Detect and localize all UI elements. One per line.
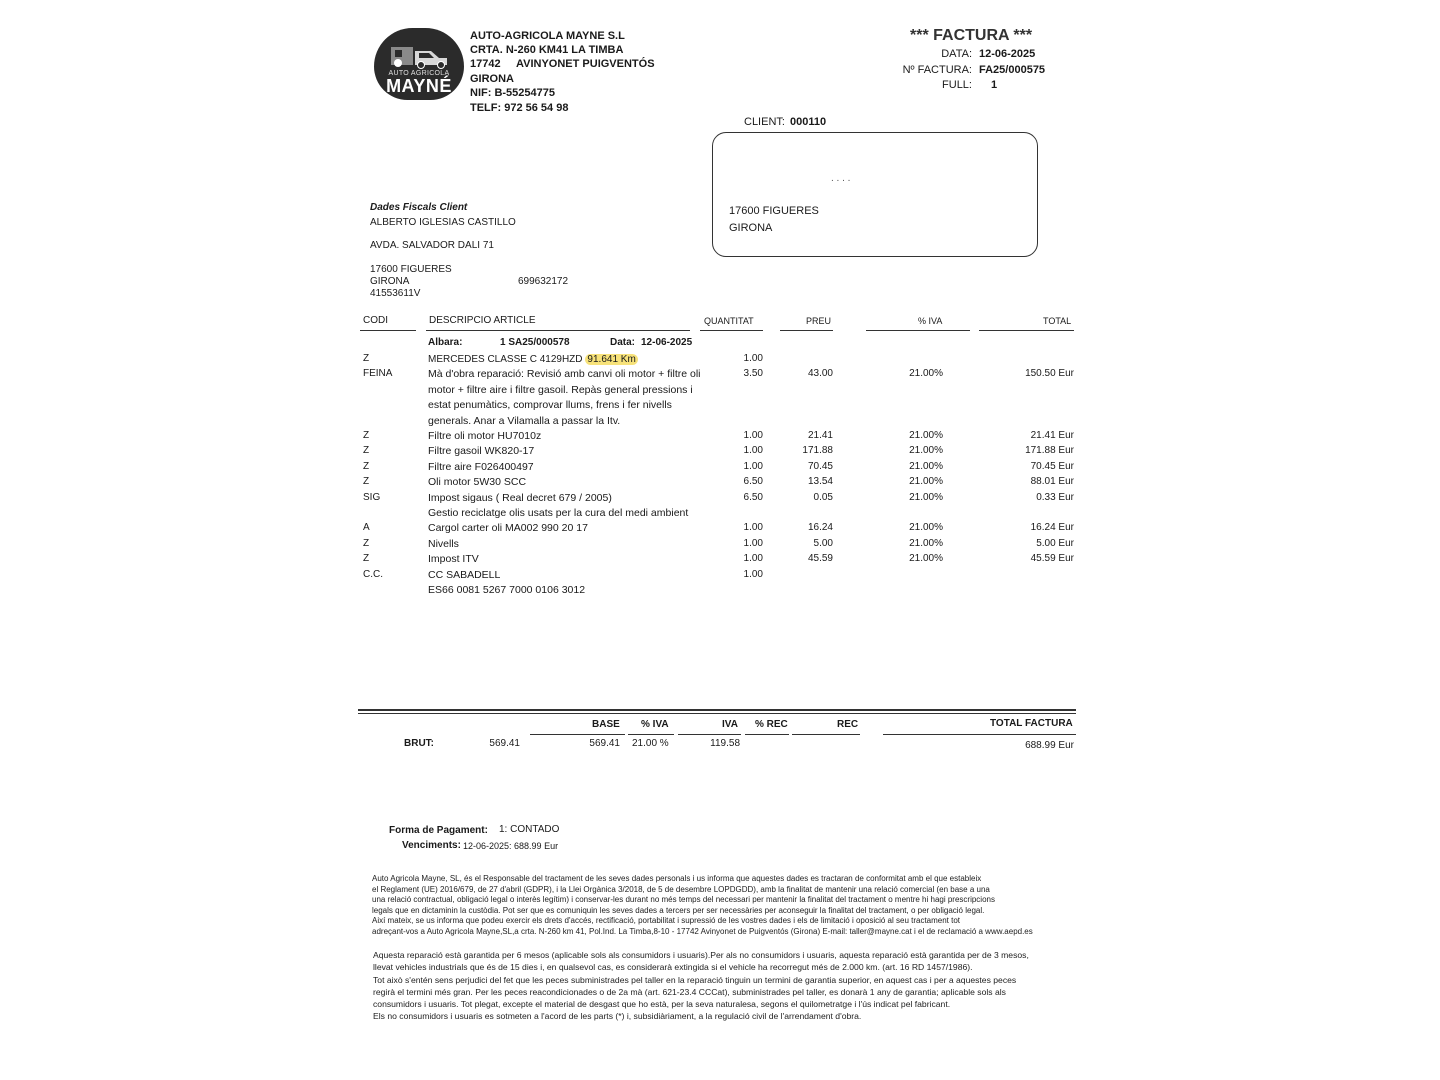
privacy-line: legals que en dictaminin la custòdia. Pot ser que es comuniquin les seves dades a tercers per ser necessàries per aconseguir la finalitat del tractament, o per obligació legal. bbox=[372, 905, 985, 915]
fiscal-city: 17600 FIGUERES bbox=[370, 264, 452, 275]
brut-label: BRUT: bbox=[404, 738, 434, 749]
cell-iva: 21.00% bbox=[909, 522, 943, 534]
cell-quantity: 1.00 bbox=[743, 430, 763, 441]
table-row-labour bbox=[0, 368, 1440, 383]
privacy-line: una relació contractual, obligació legal o interès legítim) i conservar-les durant no més temps del necessari per mantenir la finalitat del tractament o mentre hi hagi prescripcions bbox=[372, 895, 995, 905]
cell-iva: 21.00% bbox=[909, 553, 943, 565]
totals-line-iva-pct bbox=[628, 734, 674, 735]
totals-header-base: BASE bbox=[592, 719, 620, 730]
header-underline-total bbox=[979, 330, 1074, 331]
header-underline-desc bbox=[426, 330, 690, 331]
invoice-date-label: DATA: bbox=[941, 48, 972, 60]
header-underline-qty bbox=[700, 330, 763, 331]
cell-total: 16.24 Eur bbox=[1030, 522, 1074, 534]
totals-separator-top bbox=[358, 709, 1076, 711]
cell-code: Z bbox=[363, 430, 370, 441]
cell-description: Impost ITV bbox=[428, 553, 479, 566]
fiscal-street: AVDA. SALVADOR DALI 71 bbox=[370, 240, 494, 251]
warranty-line: consumidors i usuaris. Tot plegat, excepte el material de desgast que ho està, per la seva naturalesa, segons el quilometratge i l'ús indicat pel fabricant. bbox=[373, 999, 951, 1010]
privacy-notice bbox=[372, 874, 1062, 938]
albara-date-label: Data: bbox=[610, 337, 636, 348]
cell-quantity: 1.00 bbox=[743, 460, 763, 472]
cell-description bbox=[428, 353, 638, 365]
cell-description: Filtre gasoil WK820-17 bbox=[428, 445, 535, 458]
cell-price: 13.54 bbox=[807, 476, 833, 488]
cell-quantity: 1.00 bbox=[743, 522, 763, 534]
totals-line-base bbox=[530, 734, 625, 735]
iva-pct-value: 21.00 % bbox=[632, 738, 669, 749]
privacy-line: Així mateix, se us informa que podeu exercir els drets d'accés, rectificació, portabilitat i supressió de les vostres dades i els de limitació i oposició al seu tractament tot bbox=[372, 916, 961, 926]
due-value: 12-06-2025: 688.99 Eur bbox=[463, 841, 559, 851]
cell-quantity: 1.00 bbox=[743, 445, 763, 457]
table-row bbox=[0, 507, 1440, 522]
table-row bbox=[0, 445, 1440, 460]
header-price: PREU bbox=[806, 316, 832, 326]
cell-iva: 21.00% bbox=[909, 445, 943, 457]
warranty-line: Aquesta reparació està garantida per 6 mesos (aplicable sols als consumidors i usuaris).Per als no consumidors i usuaris, aquesta reparació està garantida per de 3 mesos, bbox=[373, 950, 1029, 960]
totals-line-total bbox=[883, 734, 1076, 735]
table-row bbox=[0, 538, 1440, 553]
warranty-notice bbox=[373, 949, 1063, 1023]
client-code: 000110 bbox=[790, 116, 827, 128]
fiscal-name: ALBERTO IGLESIAS CASTILLO bbox=[370, 217, 516, 228]
cell-code: C.C. bbox=[363, 568, 383, 580]
cell-description: estat penumàtics, comprovar llums, frens i fer nivells bbox=[428, 399, 672, 411]
cell-total: 0.33 Eur bbox=[1036, 491, 1074, 503]
cell-total: 21.41 Eur bbox=[1030, 430, 1074, 441]
table-row-labour-cont bbox=[0, 384, 1440, 399]
header-code: CODI bbox=[363, 315, 388, 326]
header-underline-iva bbox=[866, 330, 970, 331]
table-row bbox=[0, 584, 1440, 599]
invoice-number: FA25/000575 bbox=[979, 64, 1046, 76]
totals-header-iva: IVA bbox=[722, 719, 738, 730]
cell-description: Impost sigaus ( Real decret 679 / 2005) bbox=[428, 491, 612, 504]
privacy-line: Auto Agricola Mayne, SL, és el Responsable del tractament de les seves dades personals i us informa que aquestes dades es tractaran de conformitat amb el que estableix bbox=[372, 874, 982, 883]
warranty-line: regirà el termini més gran. Per les peces reacondicionades o de 2a mà (art. 621-23.4 CCCat), subministrades pel taller, es donarà 1 any de garantia; aplicable sols als bbox=[373, 986, 1006, 997]
cell-price: 45.59 bbox=[807, 553, 833, 565]
cell-quantity: 1.00 bbox=[743, 353, 763, 364]
table-row-vehicle bbox=[0, 353, 1440, 368]
table-row bbox=[0, 430, 1440, 445]
invoice-page: 1 bbox=[991, 79, 998, 91]
company-province: GIRONA bbox=[470, 73, 514, 85]
table-row bbox=[0, 569, 1440, 584]
fiscal-id: 41553611V bbox=[370, 288, 421, 299]
cell-code: Z bbox=[363, 476, 370, 488]
totals-header-iva-pct: % IVA bbox=[641, 719, 669, 730]
albara-date: 12-06-2025 bbox=[641, 337, 693, 348]
cell-price: 171.88 bbox=[802, 445, 833, 457]
client-box-province: GIRONA bbox=[729, 222, 773, 234]
warranty-line: llevat vehicles industrials que és de 15 dies i, en qualsevol cas, es considerarà extingida si el vehicle ha recorregut més de 2.000 km. (art. 16 RD 1457/1986). bbox=[373, 962, 973, 973]
totals-line-iva bbox=[678, 734, 741, 735]
cell-description: Cargol carter oli MA002 990 20 17 bbox=[428, 522, 588, 535]
client-box-city: 17600 FIGUERES bbox=[729, 205, 819, 217]
table-row bbox=[0, 476, 1440, 491]
cell-description: Oli motor 5W30 SCC bbox=[428, 476, 527, 489]
cell-quantity: 6.50 bbox=[743, 491, 763, 503]
table-row bbox=[0, 522, 1440, 537]
warranty-line: Els no consumidors i usuaris es sotmeten a l'acord de les parts (*) i, subsidiàriament, a la regulació civil de l'arrendament d'obra. bbox=[373, 1011, 862, 1022]
cell-code: Z bbox=[363, 353, 370, 364]
payment-label: Forma de Pagament: bbox=[389, 825, 488, 836]
header-total: TOTAL bbox=[1043, 316, 1072, 326]
totals-line-rec-pct bbox=[745, 734, 789, 735]
cell-total: 5.00 Eur bbox=[1036, 537, 1074, 549]
albara-label: Albara: bbox=[428, 337, 463, 348]
company-phone: TELF: 972 56 54 98 bbox=[470, 102, 569, 114]
cell-iva: 21.00% bbox=[909, 460, 943, 472]
cell-description: CC SABADELL bbox=[428, 568, 501, 581]
table-row bbox=[0, 492, 1440, 507]
company-town: AVINYONET PUIGVENTÓS bbox=[516, 58, 655, 70]
cell-code: Z bbox=[363, 460, 370, 472]
vehicle-km-highlight: 91.641 Km bbox=[587, 354, 636, 365]
fiscal-title: Dades Fiscals Client bbox=[370, 202, 468, 213]
cell-quantity: 1.00 bbox=[743, 553, 763, 565]
cell-description: generals. Anar a Vilamalla a passar la Itv. bbox=[428, 415, 621, 427]
logo-title: MAYNÉ bbox=[386, 76, 452, 96]
cell-description: Mà d'obra reparació: Revisió amb canvi oli motor + filtre oli bbox=[428, 368, 701, 380]
cell-price: 16.24 bbox=[807, 522, 833, 534]
company-address: CRTA. N-260 KM41 LA TIMBA bbox=[470, 44, 624, 56]
table-row-labour-cont bbox=[0, 415, 1440, 430]
cell-total: 70.45 Eur bbox=[1030, 460, 1074, 472]
company-name: AUTO-AGRICOLA MAYNE S.L bbox=[470, 30, 625, 42]
brut-value: 569.41 bbox=[489, 738, 520, 749]
client-address-box bbox=[712, 132, 1038, 257]
cell-iva: 21.00% bbox=[909, 430, 943, 441]
cell-total: 88.01 Eur bbox=[1030, 476, 1074, 488]
cell-quantity: 1.00 bbox=[743, 537, 763, 549]
header-underline-price bbox=[780, 330, 833, 331]
header-quantity: QUANTITAT bbox=[704, 316, 754, 326]
cell-price: 43.00 bbox=[807, 368, 833, 379]
cell-description: Filtre aire F026400497 bbox=[428, 460, 534, 473]
cell-description: Gestio reciclatge olis usats per la cura del medi ambient bbox=[428, 507, 689, 519]
header-description: DESCRIPCIO ARTICLE bbox=[429, 315, 536, 326]
total-invoice-value: 688.99 Eur bbox=[1025, 740, 1074, 751]
company-nif: NIF: B-55254775 bbox=[470, 87, 555, 99]
vehicle-model: MERCEDES CLASSE C 4129HZD bbox=[428, 354, 583, 365]
company-logo bbox=[374, 28, 464, 100]
cell-price: 70.45 bbox=[807, 460, 833, 472]
table-row bbox=[0, 461, 1440, 476]
base-value: 569.41 bbox=[589, 738, 620, 749]
cell-price: 5.00 bbox=[813, 537, 833, 549]
table-row-labour-cont bbox=[0, 399, 1440, 414]
cell-code: A bbox=[363, 522, 370, 534]
cell-total: 45.59 Eur bbox=[1030, 553, 1074, 565]
cell-price: 21.41 bbox=[807, 430, 833, 441]
cell-total: 150.50 Eur bbox=[1025, 368, 1074, 379]
due-label: Venciments: bbox=[402, 840, 461, 851]
vehicle-icon bbox=[389, 41, 449, 69]
company-postcode: 17742 bbox=[470, 58, 501, 70]
totals-header-total: TOTAL FACTURA bbox=[990, 718, 1073, 729]
totals-header-rec-pct: % REC bbox=[755, 719, 788, 730]
totals-header-rec: REC bbox=[837, 719, 859, 730]
cell-quantity: 6.50 bbox=[743, 476, 763, 488]
fiscal-province: GIRONA bbox=[370, 276, 410, 287]
cell-code: SIG bbox=[363, 491, 381, 503]
table-row bbox=[0, 553, 1440, 568]
logo-subtitle: AUTO AGRICOLA bbox=[388, 70, 450, 77]
cell-code: Z bbox=[363, 445, 370, 457]
client-label: CLIENT: bbox=[744, 116, 785, 128]
cell-total: 171.88 Eur bbox=[1025, 445, 1074, 457]
cell-description: Nivells bbox=[428, 537, 459, 550]
payment-value: 1: CONTADO bbox=[499, 824, 560, 835]
cell-description: motor + filtre aire i filtre gasoil. Repàs general pressions i bbox=[428, 384, 693, 396]
albara-value: 1 SA25/000578 bbox=[500, 337, 570, 348]
header-underline-code bbox=[360, 330, 416, 331]
cell-iva: 21.00% bbox=[909, 476, 943, 488]
cell-iva: 21.00% bbox=[909, 368, 943, 379]
totals-separator-bottom bbox=[358, 713, 1076, 714]
cell-code: Z bbox=[363, 537, 370, 549]
invoice-title: *** FACTURA *** bbox=[910, 27, 1033, 44]
warranty-line: Tot això s'entén sens perjudici del fet que les peces subministrades pel taller en la reparació tinguin un termini de garantia superior, en aquest cas i per a aquestes peces bbox=[373, 974, 1017, 985]
privacy-line: el Reglament (UE) 2016/679, de 27 d'abril (GDPR), i la Llei Orgànica 3/2018, de 5 de desembre LOPDGDD), amb la finalitat de mantenir una relació comercial (en base a una bbox=[372, 884, 990, 894]
iva-value: 119.58 bbox=[710, 738, 740, 749]
cell-description: ES66 0081 5267 7000 0106 3012 bbox=[428, 584, 586, 596]
totals-line-rec bbox=[792, 734, 860, 735]
cell-price: 0.05 bbox=[813, 491, 833, 503]
invoice-number-label: Nº FACTURA: bbox=[902, 64, 972, 76]
header-iva: % IVA bbox=[918, 316, 943, 326]
cell-iva: 21.00% bbox=[909, 537, 943, 549]
invoice-date: 12-06-2025 bbox=[979, 48, 1036, 60]
cell-code: FEINA bbox=[363, 368, 393, 379]
cell-quantity: 3.50 bbox=[743, 368, 763, 379]
cell-iva: 21.00% bbox=[909, 491, 943, 503]
cell-code: Z bbox=[363, 553, 370, 565]
fiscal-phone: 699632172 bbox=[518, 276, 569, 287]
privacy-line: adreçant-vos a Auto Agricola Mayne,SL,a crta. N-260 km 41, Pol.Ind. La Timba,8-10 - 17742 Avinyonet de Puigventós (Girona) E-mail: taller@mayne.cat i el de reclamació a www.aepd.es bbox=[372, 926, 1033, 936]
cell-description: Filtre oli motor HU7010z bbox=[428, 430, 542, 442]
invoice-page-label: FULL: bbox=[942, 79, 972, 91]
client-box-name: . . . . bbox=[831, 173, 851, 184]
cell-quantity: 1.00 bbox=[743, 568, 763, 580]
